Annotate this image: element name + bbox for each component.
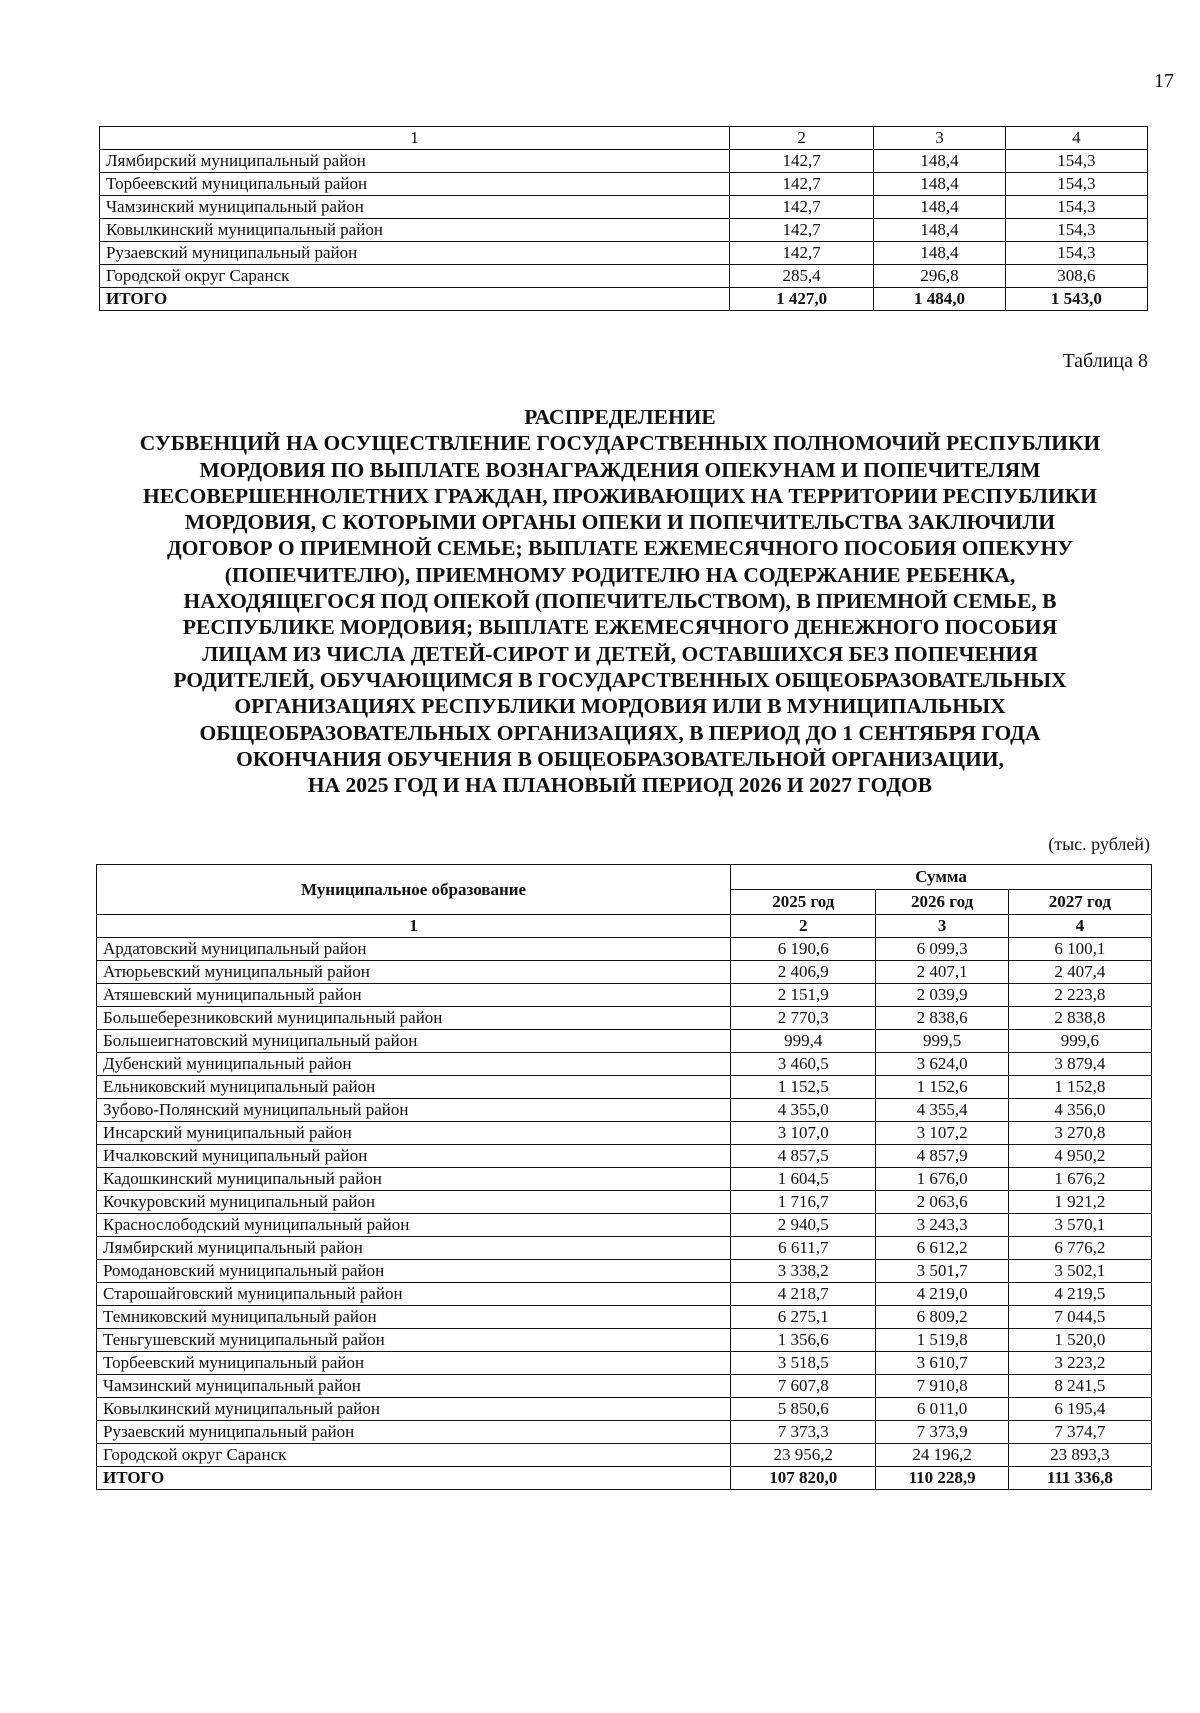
municipality-name: Теньгушевский муниципальный район bbox=[97, 1329, 731, 1352]
amount-2025: 1 152,5 bbox=[731, 1076, 876, 1099]
table-row bbox=[97, 1283, 1152, 1306]
header-year: 2027 год bbox=[1008, 890, 1151, 915]
amount-2027: 154,3 bbox=[1005, 219, 1147, 242]
amount-2025: 3 107,0 bbox=[731, 1122, 876, 1145]
amount-2027: 6 100,1 bbox=[1008, 938, 1151, 961]
table-row bbox=[97, 1122, 1152, 1145]
amount-2026: 3 243,3 bbox=[876, 1214, 1008, 1237]
title-line: НЕСОВЕРШЕННОЛЕТНИХ ГРАЖДАН, ПРОЖИВАЮЩИХ НА ТЕРРИТОРИИ РЕСПУБЛИКИ bbox=[143, 483, 1097, 508]
municipality-name: Чамзинский муниципальный район bbox=[100, 196, 730, 219]
amount-2027: 111 336,8 bbox=[1008, 1467, 1151, 1490]
table-row bbox=[97, 1076, 1152, 1099]
amount-2025: 999,4 bbox=[731, 1030, 876, 1053]
title-line: ОБЩЕОБРАЗОВАТЕЛЬНЫХ ОРГАНИЗАЦИЯХ, В ПЕРИОД ДО 1 СЕНТЯБРЯ ГОДА bbox=[199, 720, 1041, 745]
amount-2025: 1 427,0 bbox=[729, 288, 873, 311]
column-number: 2 bbox=[729, 127, 873, 150]
table-row bbox=[97, 1444, 1152, 1467]
municipality-name: Торбеевский муниципальный район bbox=[100, 173, 730, 196]
municipality-name: Большеберезниковский муниципальный район bbox=[97, 1007, 731, 1030]
table-row bbox=[97, 1421, 1152, 1444]
title-line: МОРДОВИЯ, С КОТОРЫМИ ОРГАНЫ ОПЕКИ И ПОПЕЧИТЕЛЬСТВА ЗАКЛЮЧИЛИ bbox=[184, 510, 1056, 535]
municipality-name: ИТОГО bbox=[100, 288, 730, 311]
column-number: 1 bbox=[100, 127, 730, 150]
amount-2027: 1 543,0 bbox=[1005, 288, 1147, 311]
amount-2025: 2 406,9 bbox=[731, 961, 876, 984]
table-row bbox=[100, 173, 1148, 196]
amount-2027: 1 676,2 bbox=[1008, 1168, 1151, 1191]
amount-2026: 1 519,8 bbox=[876, 1329, 1008, 1352]
amount-2026: 296,8 bbox=[874, 265, 1005, 288]
municipality-name: Лямбирский муниципальный район bbox=[97, 1237, 731, 1260]
amount-2025: 3 338,2 bbox=[731, 1260, 876, 1283]
title-line: РАСПРЕДЕЛЕНИЕ bbox=[524, 405, 716, 429]
amount-2027: 4 219,5 bbox=[1008, 1283, 1151, 1306]
table-row bbox=[97, 1191, 1152, 1214]
municipality-name: Торбеевский муниципальный район bbox=[97, 1352, 731, 1375]
title-line: ЛИЦАМ ИЗ ЧИСЛА ДЕТЕЙ-СИРОТ И ДЕТЕЙ, ОСТАВШИХСЯ БЕЗ ПОПЕЧЕНИЯ bbox=[202, 641, 1038, 666]
table-row bbox=[97, 1053, 1152, 1076]
municipality-name: Инсарский муниципальный район bbox=[97, 1122, 731, 1145]
title-line: РЕСПУБЛИКЕ МОРДОВИЯ; ВЫПЛАТЕ ЕЖЕМЕСЯЧНОГО ДЕНЕЖНОГО ПОСОБИЯ bbox=[182, 615, 1058, 640]
table-row bbox=[97, 1329, 1152, 1352]
column-number: 2 bbox=[731, 915, 876, 938]
table-body bbox=[100, 150, 1148, 311]
header-year: 2025 год bbox=[731, 890, 876, 915]
amount-2027: 1 520,0 bbox=[1008, 1329, 1151, 1352]
amount-2026: 1 484,0 bbox=[874, 288, 1005, 311]
title-line: СУБВЕНЦИЙ НА ОСУЩЕСТВЛЕНИЕ ГОСУДАРСТВЕННЫХ ПОЛНОМОЧИЙ РЕСПУБЛИКИ bbox=[139, 431, 1101, 456]
amount-2025: 142,7 bbox=[729, 196, 873, 219]
municipality-name: Ковылкинский муниципальный район bbox=[100, 219, 730, 242]
municipality-name: Ардатовский муниципальный район bbox=[97, 938, 731, 961]
amount-2026: 3 107,2 bbox=[876, 1122, 1008, 1145]
amount-2026: 148,4 bbox=[874, 150, 1005, 173]
header-sum: Сумма bbox=[731, 865, 1152, 890]
amount-2027: 7 374,7 bbox=[1008, 1421, 1151, 1444]
amount-2025: 142,7 bbox=[729, 242, 873, 265]
amount-2025: 6 190,6 bbox=[731, 938, 876, 961]
title-line: ОКОНЧАНИЯ ОБУЧЕНИЯ В ОБЩЕОБРАЗОВАТЕЛЬНОЙ ОРГАНИЗАЦИИ, bbox=[236, 746, 1004, 771]
amount-2026: 6 011,0 bbox=[876, 1398, 1008, 1421]
amount-2027: 154,3 bbox=[1005, 150, 1147, 173]
amount-2026: 1 152,6 bbox=[876, 1076, 1008, 1099]
amount-2025: 1 716,7 bbox=[731, 1191, 876, 1214]
distribution-table bbox=[96, 864, 1152, 1490]
municipality-name: Атяшевский муниципальный район bbox=[97, 984, 731, 1007]
amount-2027: 3 879,4 bbox=[1008, 1053, 1151, 1076]
amount-2026: 7 910,8 bbox=[876, 1375, 1008, 1398]
amount-2027: 154,3 bbox=[1005, 173, 1147, 196]
title-line: НАХОДЯЩЕГОСЯ ПОД ОПЕКОЙ (ПОПЕЧИТЕЛЬСТВОМ), В ПРИЕМНОЙ СЕМЬЕ, В bbox=[183, 589, 1057, 614]
column-number: 4 bbox=[1008, 915, 1151, 938]
table-row bbox=[97, 1375, 1152, 1398]
title-line: (ПОПЕЧИТЕЛЮ), ПРИЕМНОМУ РОДИТЕЛЮ НА СОДЕРЖАНИЕ РЕБЕНКА, bbox=[224, 562, 1016, 587]
amount-2026: 2 039,9 bbox=[876, 984, 1008, 1007]
amount-2025: 1 356,6 bbox=[731, 1329, 876, 1352]
municipality-name: Старошайговский муниципальный район bbox=[97, 1283, 731, 1306]
amount-2026: 6 612,2 bbox=[876, 1237, 1008, 1260]
amount-2027: 2 838,8 bbox=[1008, 1007, 1151, 1030]
amount-2026: 6 099,3 bbox=[876, 938, 1008, 961]
amount-2026: 2 063,6 bbox=[876, 1191, 1008, 1214]
amount-2026: 6 809,2 bbox=[876, 1306, 1008, 1329]
amount-2027: 3 270,8 bbox=[1008, 1122, 1151, 1145]
amount-2025: 3 460,5 bbox=[731, 1053, 876, 1076]
municipality-name: ИТОГО bbox=[97, 1467, 731, 1490]
municipality-name: Дубенский муниципальный район bbox=[97, 1053, 731, 1076]
amount-2025: 6 275,1 bbox=[731, 1306, 876, 1329]
table-row bbox=[97, 1030, 1152, 1053]
table-body bbox=[97, 938, 1152, 1490]
table-row bbox=[97, 1237, 1152, 1260]
amount-2026: 24 196,2 bbox=[876, 1444, 1008, 1467]
municipality-name: Кочкуровский муниципальный район bbox=[97, 1191, 731, 1214]
column-number-row bbox=[97, 915, 1152, 938]
municipality-name: Темниковский муниципальный район bbox=[97, 1306, 731, 1329]
total-row bbox=[97, 1467, 1152, 1490]
amount-2025: 3 518,5 bbox=[731, 1352, 876, 1375]
column-number-row bbox=[100, 127, 1148, 150]
column-number: 1 bbox=[97, 915, 731, 938]
continued-table bbox=[99, 126, 1148, 311]
municipality-name: Чамзинский муниципальный район bbox=[97, 1375, 731, 1398]
table-row bbox=[97, 1352, 1152, 1375]
amount-2026: 148,4 bbox=[874, 173, 1005, 196]
units-note: (тыс. рублей) bbox=[1048, 834, 1150, 854]
title-line: ДОГОВОР О ПРИЕМНОЙ СЕМЬЕ; ВЫПЛАТЕ ЕЖЕМЕСЯЧНОГО ПОСОБИЯ ОПЕКУНУ bbox=[166, 536, 1074, 561]
amount-2026: 148,4 bbox=[874, 242, 1005, 265]
amount-2027: 7 044,5 bbox=[1008, 1306, 1151, 1329]
table-label: Таблица 8 bbox=[1062, 350, 1148, 372]
amount-2027: 999,6 bbox=[1008, 1030, 1151, 1053]
amount-2025: 285,4 bbox=[729, 265, 873, 288]
amount-2026: 4 857,9 bbox=[876, 1145, 1008, 1168]
table-row bbox=[97, 1260, 1152, 1283]
amount-2027: 2 407,4 bbox=[1008, 961, 1151, 984]
document-title bbox=[90, 404, 1150, 798]
header-row bbox=[97, 865, 1152, 890]
amount-2025: 23 956,2 bbox=[731, 1444, 876, 1467]
amount-2027: 1 921,2 bbox=[1008, 1191, 1151, 1214]
amount-2027: 4 356,0 bbox=[1008, 1099, 1151, 1122]
amount-2025: 7 373,3 bbox=[731, 1421, 876, 1444]
table-row bbox=[100, 196, 1148, 219]
amount-2026: 999,5 bbox=[876, 1030, 1008, 1053]
amount-2026: 3 610,7 bbox=[876, 1352, 1008, 1375]
amount-2025: 142,7 bbox=[729, 173, 873, 196]
municipality-name: Зубово-Полянский муниципальный район bbox=[97, 1099, 731, 1122]
municipality-name: Рузаевский муниципальный район bbox=[97, 1421, 731, 1444]
table-row bbox=[97, 1099, 1152, 1122]
amount-2027: 3 570,1 bbox=[1008, 1214, 1151, 1237]
amount-2026: 2 407,1 bbox=[876, 961, 1008, 984]
amount-2025: 6 611,7 bbox=[731, 1237, 876, 1260]
amount-2026: 148,4 bbox=[874, 219, 1005, 242]
amount-2027: 3 502,1 bbox=[1008, 1260, 1151, 1283]
amount-2025: 107 820,0 bbox=[731, 1467, 876, 1490]
amount-2025: 142,7 bbox=[729, 219, 873, 242]
amount-2027: 6 776,2 bbox=[1008, 1237, 1151, 1260]
table-row bbox=[97, 984, 1152, 1007]
amount-2027: 8 241,5 bbox=[1008, 1375, 1151, 1398]
municipality-name: Краснослободский муниципальный район bbox=[97, 1214, 731, 1237]
title-line: МОРДОВИЯ ПО ВЫПЛАТЕ ВОЗНАГРАЖДЕНИЯ ОПЕКУНАМ И ПОПЕЧИТЕЛЯМ bbox=[199, 457, 1041, 482]
table-row bbox=[97, 1168, 1152, 1191]
municipality-name: Лямбирский муниципальный район bbox=[100, 150, 730, 173]
table-row bbox=[97, 961, 1152, 984]
municipality-name: Ельниковский муниципальный район bbox=[97, 1076, 731, 1099]
total-row bbox=[100, 288, 1148, 311]
amount-2027: 23 893,3 bbox=[1008, 1444, 1151, 1467]
amount-2026: 4 355,4 bbox=[876, 1099, 1008, 1122]
amount-2025: 2 151,9 bbox=[731, 984, 876, 1007]
municipality-name: Кадошкинский муниципальный район bbox=[97, 1168, 731, 1191]
table-row bbox=[97, 1398, 1152, 1421]
title-line: НА 2025 ГОД И НА ПЛАНОВЫЙ ПЕРИОД 2026 И 2027 ГОДОВ bbox=[307, 773, 933, 798]
header-year: 2026 год bbox=[876, 890, 1008, 915]
amount-2027: 1 152,8 bbox=[1008, 1076, 1151, 1099]
amount-2027: 2 223,8 bbox=[1008, 984, 1151, 1007]
municipality-name: Ромодановский муниципальный район bbox=[97, 1260, 731, 1283]
amount-2027: 4 950,2 bbox=[1008, 1145, 1151, 1168]
municipality-name: Ковылкинский муниципальный район bbox=[97, 1398, 731, 1421]
amount-2025: 1 604,5 bbox=[731, 1168, 876, 1191]
header-entity: Муниципальное образование bbox=[97, 865, 731, 915]
table-row bbox=[100, 242, 1148, 265]
amount-2026: 3 624,0 bbox=[876, 1053, 1008, 1076]
amount-2025: 7 607,8 bbox=[731, 1375, 876, 1398]
amount-2026: 3 501,7 bbox=[876, 1260, 1008, 1283]
page-number: 17 bbox=[1154, 70, 1174, 92]
column-number: 4 bbox=[1005, 127, 1147, 150]
title-line: РОДИТЕЛЕЙ, ОБУЧАЮЩИМСЯ В ГОСУДАРСТВЕННЫХ ОБЩЕОБРАЗОВАТЕЛЬНЫХ bbox=[173, 667, 1067, 692]
table-row bbox=[97, 1145, 1152, 1168]
amount-2025: 2 940,5 bbox=[731, 1214, 876, 1237]
municipality-name: Ичалковский муниципальный район bbox=[97, 1145, 731, 1168]
title-line: ОРГАНИЗАЦИЯХ РЕСПУБЛИКИ МОРДОВИЯ ИЛИ В МУНИЦИПАЛЬНЫХ bbox=[234, 694, 1006, 719]
municipality-name: Городской округ Саранск bbox=[97, 1444, 731, 1467]
amount-2027: 308,6 bbox=[1005, 265, 1147, 288]
amount-2027: 154,3 bbox=[1005, 196, 1147, 219]
table-row bbox=[100, 150, 1148, 173]
amount-2025: 4 857,5 bbox=[731, 1145, 876, 1168]
table-row bbox=[97, 938, 1152, 961]
municipality-name: Городской округ Саранск bbox=[100, 265, 730, 288]
amount-2025: 5 850,6 bbox=[731, 1398, 876, 1421]
municipality-name: Атюрьевский муниципальный район bbox=[97, 961, 731, 984]
column-number: 3 bbox=[876, 915, 1008, 938]
amount-2027: 3 223,2 bbox=[1008, 1352, 1151, 1375]
amount-2026: 148,4 bbox=[874, 196, 1005, 219]
table-row bbox=[97, 1306, 1152, 1329]
table-row bbox=[97, 1214, 1152, 1237]
table-row bbox=[97, 1007, 1152, 1030]
amount-2026: 1 676,0 bbox=[876, 1168, 1008, 1191]
amount-2026: 4 219,0 bbox=[876, 1283, 1008, 1306]
table-row bbox=[100, 219, 1148, 242]
amount-2026: 110 228,9 bbox=[876, 1467, 1008, 1490]
municipality-name: Рузаевский муниципальный район bbox=[100, 242, 730, 265]
amount-2027: 154,3 bbox=[1005, 242, 1147, 265]
amount-2025: 4 218,7 bbox=[731, 1283, 876, 1306]
column-number: 3 bbox=[874, 127, 1005, 150]
amount-2026: 2 838,6 bbox=[876, 1007, 1008, 1030]
amount-2026: 7 373,9 bbox=[876, 1421, 1008, 1444]
amount-2027: 6 195,4 bbox=[1008, 1398, 1151, 1421]
amount-2025: 142,7 bbox=[729, 150, 873, 173]
table-row bbox=[100, 265, 1148, 288]
municipality-name: Большеигнатовский муниципальный район bbox=[97, 1030, 731, 1053]
amount-2025: 4 355,0 bbox=[731, 1099, 876, 1122]
amount-2025: 2 770,3 bbox=[731, 1007, 876, 1030]
